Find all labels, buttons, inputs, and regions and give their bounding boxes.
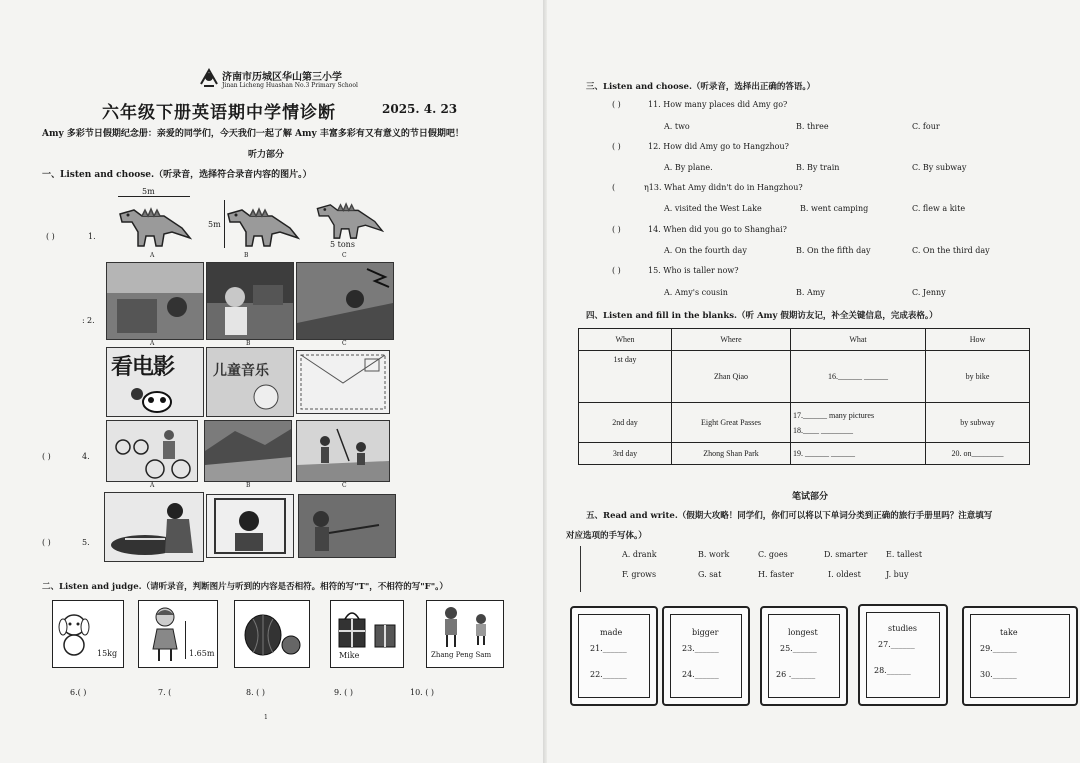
header-how: How (926, 329, 1030, 351)
row2-what-17[interactable]: 17.______ many pictures (793, 410, 875, 420)
q11-paren[interactable]: ( ) (612, 100, 621, 109)
row2-what-18[interactable]: 18.____ ________ (793, 425, 853, 435)
table-header-row (579, 329, 1030, 351)
table-row (579, 443, 1030, 465)
judge-answer-6[interactable]: 6.( ) (70, 688, 87, 697)
section4-title: 四、Listen and fill in the blanks.（听 Amy 假期访友记，补全关键信息，完成表格。） (586, 311, 938, 321)
right-page (548, 0, 1080, 763)
word-g: G. sat (698, 570, 722, 579)
q1-label-a: A (150, 252, 155, 259)
table-row (579, 351, 1030, 403)
word-i: I. oldest (828, 570, 861, 579)
row1-when: 1st day (579, 351, 672, 403)
row3-when: 3rd day (579, 443, 672, 465)
q5-picture-a (104, 492, 204, 562)
q15-paren[interactable]: ( ) (612, 266, 621, 275)
book-inner (768, 614, 840, 698)
q15-text: 15. Who is taller now? (648, 266, 739, 275)
travel-book-5 (962, 606, 1078, 706)
school-name-cn: 济南市历城区华山第三小学 (222, 72, 342, 83)
q3-movie-text: 看电影 (111, 355, 175, 380)
row3-how[interactable]: 20. on________ (926, 443, 1030, 465)
q4-label-b: B (246, 482, 251, 489)
book3-word: longest (788, 628, 818, 637)
judge-answer-10[interactable]: 10. ( ) (410, 688, 435, 697)
travel-book-1 (570, 606, 658, 706)
q12-text: 12. How did Amy go to Hangzhou? (648, 142, 789, 151)
table-row (579, 403, 1030, 443)
book2-word: bigger (692, 628, 719, 637)
q1-label-b: B (244, 252, 249, 259)
dinosaur-b-icon (220, 194, 300, 252)
book1-blank-21[interactable]: 21.______ (590, 644, 627, 653)
q12-option-a: A. By plane. (664, 163, 713, 172)
section3-title: 三、Listen and choose.（听录音，选择出正确的答语。） (586, 82, 816, 92)
dinosaur-a-icon (112, 194, 192, 252)
listening-part-heading: 听力部分 (248, 150, 285, 160)
judge-answer-9[interactable]: 9. ( ) (334, 688, 353, 697)
travel-book-4 (858, 604, 948, 706)
q12-option-b: B. By train (796, 163, 840, 172)
row1-where: Zhan Qiao (672, 351, 791, 403)
book4-blank-28[interactable]: 28.______ (874, 666, 911, 675)
judge-caption-7: 1.65m (189, 649, 215, 658)
row2-what[interactable] (791, 403, 926, 443)
page-number: 1 (264, 714, 268, 721)
judge-caption-10: Zhang Peng Sam (431, 651, 492, 659)
judge-answer-7[interactable]: 7. ( (158, 688, 172, 697)
q12-option-c: C. By subway (912, 163, 967, 172)
page-fold (543, 0, 547, 763)
section2-title: 二、Listen and judge.（请听录音，判断图片与听到的内容是否相符。相符的写"T"，不相符的写"F"。） (42, 582, 448, 592)
header-when: When (579, 329, 672, 351)
row2-when: 2nd day (579, 403, 672, 443)
q3-picture-a (106, 347, 204, 417)
q4-picture-b (204, 420, 292, 482)
q2-label-a: A (150, 340, 155, 347)
word-c: C. goes (758, 550, 788, 559)
q5-number: 5. (82, 538, 90, 547)
q4-label-a: A (150, 482, 155, 489)
row3-where: Zhong Shan Park (672, 443, 791, 465)
book-inner (970, 614, 1070, 698)
q14-option-a: A. On the fourth day (664, 246, 747, 255)
book2-blank-24[interactable]: 24.______ (682, 670, 719, 679)
word-a: A. drank (622, 550, 657, 559)
q15-option-c: C. Jenny (912, 288, 946, 297)
q14-option-b: B. On the fifth day (796, 246, 871, 255)
travel-book-3 (760, 606, 848, 706)
q5-picture-c (298, 494, 396, 558)
q2-picture-b (206, 262, 294, 340)
book-inner (578, 614, 650, 698)
book4-blank-27[interactable]: 27.______ (878, 640, 915, 649)
q13-option-a: A. visited the West Lake (664, 204, 762, 213)
q13-text: η13. What Amy didn't do in Hangzhou? (644, 183, 803, 192)
book4-word: studies (888, 624, 917, 633)
book3-blank-26[interactable]: 26 .______ (776, 670, 816, 679)
header-where: Where (672, 329, 791, 351)
row2-where: Eight Great Passes (672, 403, 791, 443)
q3-music-text: 儿童音乐 (213, 363, 269, 379)
judge-picture-8 (234, 600, 310, 668)
word-b: B. work (698, 550, 730, 559)
judge-caption-9: Mike (339, 651, 360, 660)
q2-label-c: C (342, 340, 347, 347)
q4-label-c: C (342, 482, 347, 489)
book3-blank-25[interactable]: 25.______ (780, 644, 817, 653)
q2-picture-a (106, 262, 204, 340)
q5-picture-b (206, 494, 294, 558)
section5-title-2: 对应选项的手写体。） (566, 531, 647, 541)
judge-answer-8[interactable]: 8. ( ) (246, 688, 265, 697)
judge-caption-6: 15kg (97, 649, 118, 658)
word-j: J. buy (886, 570, 909, 579)
q1-number: 1. (88, 232, 96, 241)
q14-text: 14. When did you go to Shanghai? (648, 225, 787, 234)
writing-part-heading: 笔试部分 (792, 492, 829, 502)
exam-date: 2025. 4. 23 (382, 102, 458, 116)
q4-paren: ( ) (42, 452, 51, 461)
q11-option-a: A. two (664, 122, 690, 131)
q13-option-b: B. went camping (800, 204, 869, 213)
q1-measure-c: 5 tons (330, 240, 355, 249)
row2-how: by subway (926, 403, 1030, 443)
q11-option-c: C. four (912, 122, 940, 131)
q1-measure-a: 5m (142, 187, 155, 196)
book1-word: made (600, 628, 623, 637)
section1-title: 一、Listen and choose.（听录音，选择符合录音内容的图片。） (42, 170, 312, 180)
word-e: E. tallest (886, 550, 923, 559)
q5-paren: ( ) (42, 538, 51, 547)
book5-blank-30[interactable]: 30.______ (980, 670, 1017, 679)
q4-picture-a (106, 420, 198, 482)
book2-blank-23[interactable]: 23.______ (682, 644, 719, 653)
header-what: What (791, 329, 926, 351)
q2-picture-c (296, 262, 394, 340)
dinosaur-c-icon (310, 190, 384, 244)
q2-number-label: 2. (87, 316, 95, 325)
word-list-divider (580, 546, 581, 592)
q13-paren[interactable]: ( (612, 183, 616, 192)
q14-paren[interactable]: ( ) (612, 225, 621, 234)
book-inner (670, 614, 742, 698)
book5-word: take (1000, 628, 1018, 637)
row1-how: by bike (926, 351, 1030, 403)
q14-option-c: C. On the third day (912, 246, 990, 255)
q2-number: : (82, 316, 85, 325)
judge-picture-10 (426, 600, 504, 668)
q3-picture-c (296, 350, 390, 414)
q1-measure-b: 5m (208, 220, 221, 229)
q11-text: 11. How many places did Amy go? (648, 100, 788, 109)
judge-picture-7 (138, 600, 218, 668)
word-d: D. smarter (824, 550, 868, 559)
word-f: F. grows (622, 570, 657, 579)
q3-picture-b (206, 347, 294, 417)
word-h: H. faster (758, 570, 794, 579)
height-line-icon (185, 621, 186, 659)
travel-book-2 (662, 606, 750, 706)
q1-label-c: C (342, 252, 347, 259)
q13-option-c: C. flew a kite (912, 204, 966, 213)
q4-picture-c (296, 420, 390, 482)
q11-option-b: B. three (796, 122, 829, 131)
book5-blank-29[interactable]: 29.______ (980, 644, 1017, 653)
q4-number: 4. (82, 452, 90, 461)
school-name-en: Jinan Licheng Huashan No.3 Primary School (222, 82, 358, 89)
q2-label-b: B (246, 340, 251, 347)
exam-title: 六年级下册英语期中学情诊断 (102, 103, 336, 123)
intro-text: Amy 多彩节日假期纪念册：亲爱的同学们，今天我们一起了解 Amy 丰富多彩有又有意义的节日假期吧！ (42, 129, 464, 139)
section5-title: 五、Read and write.（假期大攻略！同学们，你们可以将以下单词分类到正确的旅行手册里吗？注意填写 (586, 511, 993, 521)
judge-picture-6 (52, 600, 124, 668)
school-logo-icon (198, 66, 220, 92)
row1-what[interactable]: 16.______ ______ (791, 351, 926, 403)
row3-what[interactable]: 19. ______ ______ (791, 443, 926, 465)
book1-blank-22[interactable]: 22.______ (590, 670, 627, 679)
visit-table (578, 328, 1030, 465)
q15-option-a: A. Amy's cousin (664, 288, 728, 297)
judge-picture-9 (330, 600, 404, 668)
q12-paren[interactable]: ( ) (612, 142, 621, 151)
q15-option-b: B. Amy (796, 288, 825, 297)
q1-paren: ( ) (46, 232, 55, 241)
